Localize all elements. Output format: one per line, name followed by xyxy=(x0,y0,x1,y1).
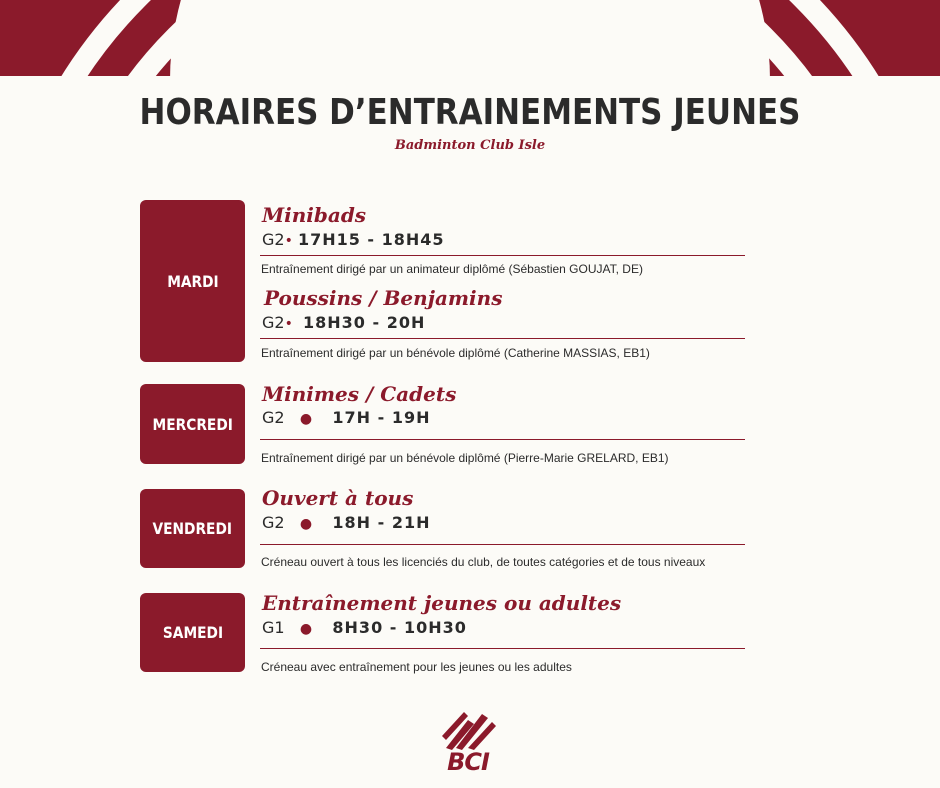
time-range: 17H - 19H xyxy=(332,408,431,427)
divider xyxy=(260,648,745,649)
time-range: 18H - 21H xyxy=(332,513,431,532)
session-description: Entraînement dirigé par un bénévole diplômé (Pierre-Marie GRELARD, EB1) xyxy=(261,451,669,465)
session-title: Entraînement jeunes ou adultes xyxy=(262,591,622,615)
divider xyxy=(260,338,745,339)
gym-label: G2 xyxy=(262,513,285,532)
bullet-icon: ● xyxy=(299,411,313,427)
time-range: 18H30 - 20H xyxy=(303,313,426,332)
session-title: Ouvert à tous xyxy=(262,486,414,510)
bullet-icon: • xyxy=(284,233,293,249)
decorative-arcs xyxy=(0,0,940,80)
gym-label: G1 xyxy=(262,618,285,637)
time-range: 17H15 - 18H45 xyxy=(297,230,445,249)
session-description: Créneau ouvert à tous les licenciés du club, de toutes catégories et de tous niveaux xyxy=(261,555,706,569)
gym-label: G2 xyxy=(262,230,285,249)
session-time xyxy=(262,313,425,332)
day-box-vendredi xyxy=(140,489,245,568)
page-title: HORAIRES D’ENTRAINEMENTS JEUNES xyxy=(139,92,801,133)
session-time xyxy=(262,408,431,427)
shuttlecock-icon xyxy=(438,708,498,750)
logo-text: BCI xyxy=(447,748,489,776)
time-range: 8H30 - 10H30 xyxy=(332,618,467,637)
session-title: Minibads xyxy=(262,203,367,227)
session-time xyxy=(262,513,431,532)
divider xyxy=(260,255,745,256)
day-box-samedi xyxy=(140,593,245,672)
day-box-mardi xyxy=(140,200,245,362)
gym-label: G2 xyxy=(262,408,285,427)
divider xyxy=(260,544,745,545)
page-subtitle: Badminton Club Isle xyxy=(394,138,546,153)
session-description: Créneau avec entraînement pour les jeunes ou les adultes xyxy=(261,660,572,674)
day-box-mercredi xyxy=(140,384,245,464)
bullet-icon: ● xyxy=(299,621,313,637)
session-description: Entraînement dirigé par un animateur diplômé (Sébastien GOUJAT, DE) xyxy=(261,262,643,276)
bullet-icon: ● xyxy=(299,516,313,532)
day-label: MERCREDI xyxy=(152,414,233,434)
session-description: Entraînement dirigé par un bénévole diplômé (Catherine MASSIAS, EB1) xyxy=(261,346,650,360)
day-label: VENDREDI xyxy=(152,519,233,538)
gym-label: G2 xyxy=(262,313,285,332)
session-title: Poussins / Benjamins xyxy=(264,286,503,310)
bullet-icon: • xyxy=(284,316,293,332)
session-title: Minimes / Cadets xyxy=(262,382,457,406)
session-time xyxy=(262,230,445,249)
session-time xyxy=(262,618,467,637)
day-label: SAMEDI xyxy=(162,623,223,642)
day-label: MARDI xyxy=(166,271,219,291)
divider xyxy=(260,439,745,440)
